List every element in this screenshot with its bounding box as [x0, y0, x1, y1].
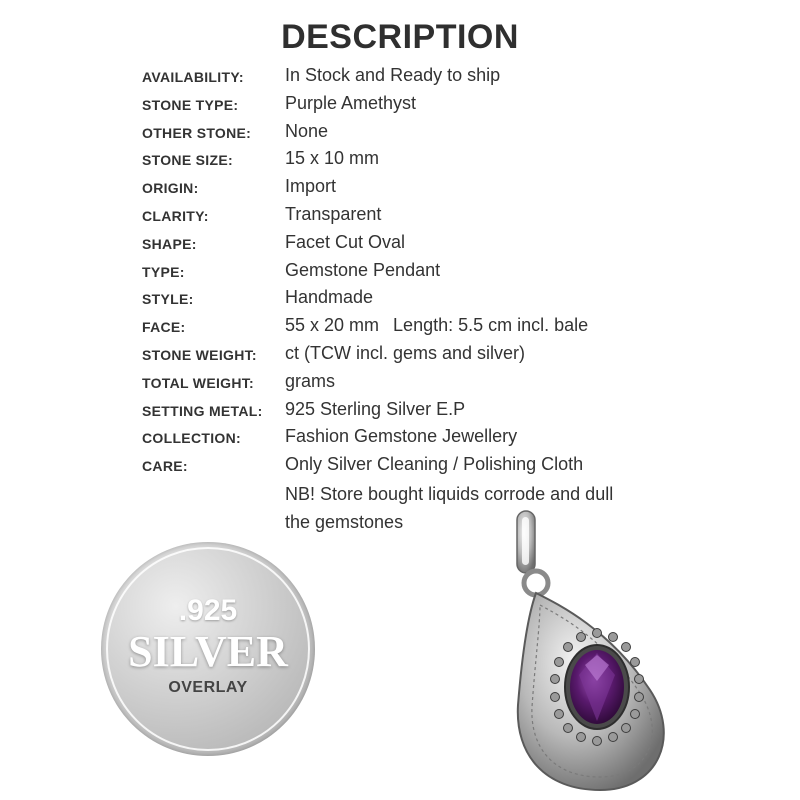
spec-label: OTHER STONE: [142, 124, 252, 141]
page-title: DESCRIPTION [281, 18, 519, 56]
spec-value [285, 315, 588, 336]
care-note-line: NB! Store bought liquids corrode and dull [285, 484, 614, 504]
spec-row-style [142, 284, 702, 312]
care-note-line: the gemstones [285, 511, 404, 532]
spec-value: 15 x 10 mm [285, 148, 380, 169]
spec-label: SETTING METAL: [142, 402, 263, 419]
spec-row-clarity [142, 201, 702, 229]
spec-label: AVAILABILITY: [142, 69, 244, 85]
spec-label: STONE TYPE: [142, 96, 239, 113]
spec-row-collection [142, 423, 702, 451]
spec-value: None [285, 120, 329, 141]
spec-row-total-weight [142, 368, 702, 396]
spec-row-face [142, 312, 702, 340]
pendant-image [500, 505, 690, 795]
face-length: Length: 5.5 cm incl. bale [393, 315, 589, 336]
spec-value: ct (TCW incl. gems and silver) [285, 342, 526, 363]
badge-overlay-text: OVERLAY [168, 679, 248, 696]
spec-row-availability [142, 62, 702, 90]
spec-label: STONE SIZE: [142, 152, 233, 169]
spec-value: Fashion Gemstone Jewellery [285, 426, 518, 447]
spec-row-stone-size [142, 145, 702, 173]
spec-value: Purple Amethyst [285, 92, 417, 113]
spec-row-type [142, 257, 702, 285]
spec-value: grams [285, 370, 336, 391]
spec-value: Import [285, 176, 337, 197]
badge-silver-text: SILVER [128, 627, 288, 676]
spec-list [142, 62, 702, 479]
spec-value: Facet Cut Oval [285, 231, 406, 252]
spec-label: ORIGIN: [142, 180, 199, 197]
spec-row-care [142, 451, 702, 479]
face-size: 55 x 20 mm [285, 315, 380, 336]
spec-row-stone-weight [142, 340, 702, 368]
spec-value: 925 Sterling Silver E.P [285, 398, 466, 419]
pendant-body [518, 593, 664, 790]
spec-label: CLARITY: [142, 207, 209, 224]
spec-value: Transparent [285, 203, 382, 224]
spec-row-setting-metal [142, 396, 702, 424]
pendant-bale [517, 511, 548, 595]
spec-row-other-stone [142, 118, 702, 146]
spec-value: Gemstone Pendant [285, 259, 441, 280]
spec-label: STONE WEIGHT: [142, 346, 257, 363]
spec-row-shape [142, 229, 702, 257]
silver-overlay-badge [101, 542, 315, 756]
spec-label: COLLECTION: [142, 430, 241, 447]
spec-value: Handmade [285, 287, 374, 308]
spec-label: FACE: [142, 319, 186, 336]
spec-row-origin [142, 173, 702, 201]
spec-value: In Stock and Ready to ship [285, 65, 501, 85]
spec-label: TYPE: [142, 263, 185, 280]
spec-value: Only Silver Cleaning / Polishing Cloth [285, 454, 584, 475]
badge-925-text: .925 [178, 594, 238, 627]
spec-label: SHAPE: [142, 235, 197, 252]
spec-label: TOTAL WEIGHT: [142, 374, 255, 391]
spec-label: STYLE: [142, 291, 194, 308]
spec-label: CARE: [142, 458, 188, 475]
spec-row-stone-type [142, 90, 702, 118]
